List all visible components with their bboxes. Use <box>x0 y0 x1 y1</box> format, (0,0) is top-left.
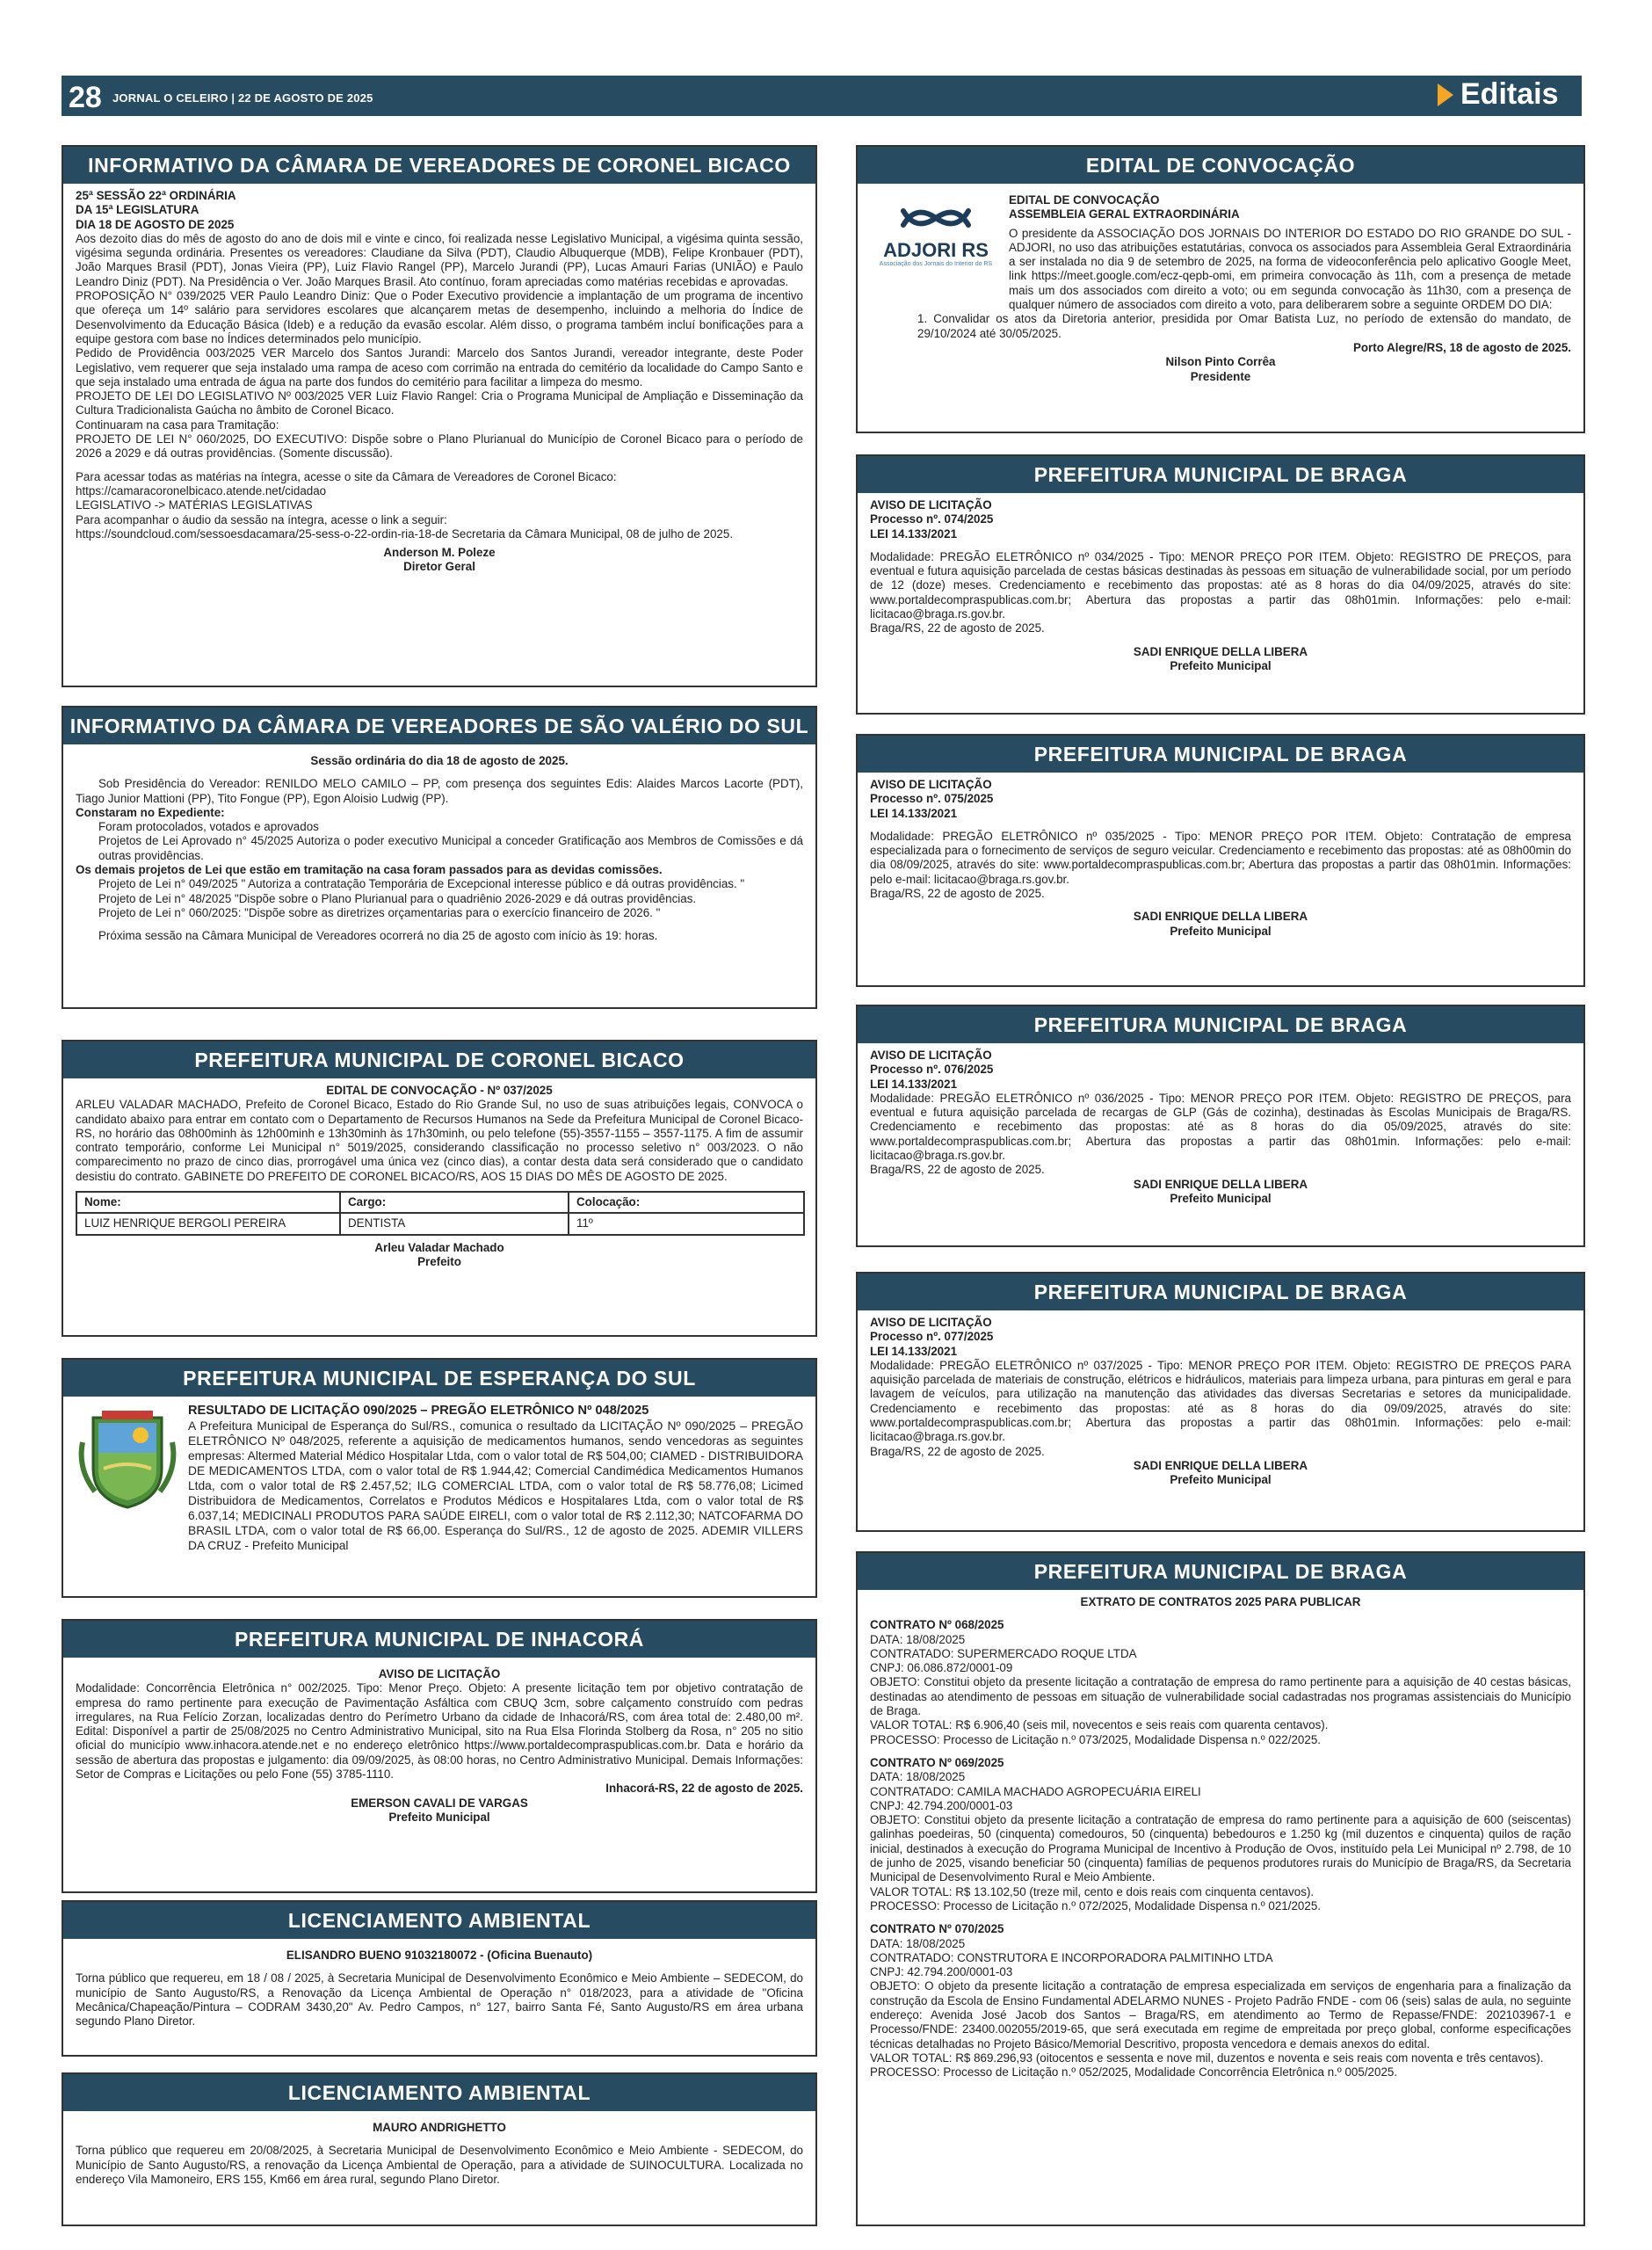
signer-name: SADI ENRIQUE DELLA LIBERA <box>1133 1177 1308 1191</box>
signer-role: Presidente <box>1190 369 1251 383</box>
contract-label: CONTRATO Nº 068/2025 <box>870 1618 1004 1632</box>
notice-prefeitura-coronel-bicaco <box>62 1040 817 1337</box>
notice-heading: EXTRATO DE CONTRATOS 2025 PARA PUBLICAR <box>1080 1595 1361 1608</box>
notice-body: Modalidade: PREGÃO ELETRÔNICO nº 035/2025 - Tipo: MENOR PREÇO POR ITEM. Objeto: Contratação de empresa especializada para o fornecimento de serviços de seguro veicular. Credenciamento e recebimento das propostas: até as 08h00min do dia 08/09/2025, através do site: www.portaldecompraspublicas.com.br; Abertura das propostas a partir das 08h01min. Informações: pelo e-mail: licitacao@braga.rs.gov.br. Braga/RS, 22 de agosto de 2025. <box>870 829 1571 901</box>
notice-title: INFORMATIVO DA CÂMARA DE VEREADORES DE CORONEL BICACO <box>63 147 815 184</box>
table-cell: 11º <box>569 1213 804 1234</box>
notice-title: LICENCIAMENTO AMBIENTAL <box>63 2074 815 2111</box>
notice-intro: Sob Presidência do Vereador: RENILDO MELO CAMILO – PP, com presença dos seguintes Edis: Alaides Marcos Lacorte (PDT), Tiago Junior Mattioni (PP), Tito Fongue (PP), Egon Aloisio Ludwig (PP). <box>76 777 803 805</box>
notice-heading: AVISO DE LICITAÇÃO Processo nº. 077/2025 LEI 14.133/2021 <box>870 1316 994 1358</box>
tramitacao-item: Projeto de Lei n° 049/2025 " Autoriza a contratação Temporária de Excepcional interesse público e dá outras providências. " <box>98 877 745 891</box>
notice-braga-074 <box>856 454 1585 715</box>
paper-info: JORNAL O CELEIRO | 22 DE AGOSTO DE 2025 <box>112 91 373 105</box>
notice-title: LICENCIAMENTO AMBIENTAL <box>63 1902 815 1939</box>
notice-title: PREFEITURA MUNICIPAL DE BRAGA <box>858 1553 1583 1590</box>
notice-heading: MAURO ANDRIGHETTO <box>373 2121 506 2134</box>
contract-text: DATA: 18/08/2025 CONTRATADO: CAMILA MACHADO AGROPECUÁRIA EIRELI CNPJ: 42.794.200/0001-03 OBJETO: Constitui objeto da presente licitação a contratação de empresa do ramo pertinente para a aquisição de 600 (seiscentas) galinhas poedeiras, 50 (cinquenta) comedouros, 50 (cinquenta) bebedouros e 1.250 kg (mil duzentos e cinquenta) quilos de ração inicial, destinados à execução do Programa Municipal de Incentivo à Produção de Ovos, instituído pela Lei Municipal nº 2.798, de 10 de junho de 2025, visando beneficiar 50 (cinquenta) famílias de pequenos produtores rurais do Município de Braga/RS, da Secretaria Municipal de Desenvolvimento Rural e Meio Ambiente. VALOR TOTAL: R$ 13.102,50 (treze mil, cento e dois reais com cinquenta centavos). PROCESSO: Processo de Licitação n.º 072/2025, Modalidade Dispensa n.º 021/2025. <box>870 1770 1571 1912</box>
expediente-label: Constaram no Expediente: <box>76 805 225 819</box>
agenda-item: 1. Convalidar os atos da Diretoria anterior, presidida por Omar Batista Luz, no período de extensão do mandato, de 29/10/2024 até 30/05/2025. <box>917 312 1571 340</box>
adjori-emblem-icon <box>870 199 1002 237</box>
notice-heading: AVISO DE LICITAÇÃO Processo nº. 075/2025 LEI 14.133/2021 <box>870 778 994 820</box>
signer-role: Prefeito Municipal <box>1170 1473 1272 1487</box>
municipal-coat-of-arms-icon <box>76 1407 179 1511</box>
section-title: Editais <box>1460 77 1559 111</box>
signer-role: Diretor Geral <box>403 560 475 574</box>
notice-body: Modalidade: PREGÃO ELETRÔNICO nº 034/2025 - Tipo: MENOR PREÇO POR ITEM. Objeto: REGISTRO DE PREÇOS, para eventual e futura aquisição parcelada de cestas básicas destinadas às pessoas em situação de vulnerabilidade social, por um período de 12 (doze) meses. Credenciamento e recebimento das propostas: até as 8 horas do dia 04/09/2025, através do site: www.portaldecompraspublicas.com.br; Abertura das propostas a partir das 08h01min. Informações: pelo e-mail: licitacao@braga.rs.gov.br. Braga/RS, 22 de agosto de 2025. <box>870 549 1571 635</box>
notice-heading: AVISO DE LICITAÇÃO <box>378 1667 501 1680</box>
adjori-logo-subtitle: Associação dos Jornais do Interior do RS <box>879 261 993 268</box>
notice-camara-sao-valerio <box>62 706 817 1009</box>
signer-name: EMERSON CAVALI DE VARGAS <box>351 1796 528 1810</box>
notice-title: PREFEITURA MUNICIPAL DE BRAGA <box>858 1274 1583 1310</box>
notice-body: ARLEU VALADAR MACHADO, Prefeito de Coronel Bicaco, Estado do Rio Grande Sul, no uso de suas atribuições legais, CONVOCA o candidato abaixo para entrar em contato com o Departamento de Recursos Humanos na Sede da Prefeitura Municipal de Coronel Bicaco-RS, no horário das 08h00minh às 12h00minh e 13h30minh às 17h30minh, ou pelo telefone (55)-3557-1155 – 3557-1175. A fim de assumir contrato temporário, conforme Lei Municipal n° 5019/2025, considerando classificação no processo seletivo n° 003/2023. O não comparecimento no prazo de cinco dias, prorrogável uma única vez (cinco dias), a contar desta data será considerado que o candidato desistiu do contrato. GABINETE DO PREFEITO DE CORONEL BICACO/RS, AOS 15 DIAS DO MÊS DE AGOSTO DE 2025. <box>76 1098 803 1183</box>
notice-heading: AVISO DE LICITAÇÃO Processo nº. 074/2025 LEI 14.133/2021 <box>870 498 994 541</box>
notice-heading: EDITAL DE CONVOCAÇÃO ASSEMBLEIA GERAL EXTRAORDINÁRIA <box>1009 193 1240 221</box>
notice-braga-077 <box>856 1272 1585 1532</box>
signer-role: Prefeito Municipal <box>1170 924 1272 938</box>
notice-licenciamento-andrighetto <box>62 2072 817 2226</box>
signer-name: SADI ENRIQUE DELLA LIBERA <box>1133 644 1308 658</box>
signer-name: SADI ENRIQUE DELLA LIBERA <box>1133 1458 1308 1472</box>
notice-body: Modalidade: PREGÃO ELETRÔNICO nº 036/2025 - Tipo: MENOR PREÇO POR ITEM. Objeto: REGISTRO DE PREÇOS, para eventual e futura aquisição parcelada de recargas de GLP (Gás de cozinha), destinadas às Escolas Municipais de Braga/RS. Credenciamento e recebimento das propostas: até as 8 horas do dia 05/09/2025, através do site: www.portaldecompraspublicas.com.br; Abertura das propostas a partir das 08h01min. Informações: pelo e-mail: licitacao@braga.rs.gov.br. Braga/RS, 22 de agosto de 2025. <box>870 1091 1571 1177</box>
tramitacao-item: Projeto de Lei n° 060/2025: "Dispõe sobre as diretrizes orçamentarias para o exercício financeiro de 2026. " <box>98 905 661 919</box>
notice-licenciamento-buenauto <box>62 1900 817 2057</box>
contract-label: CONTRATO Nº 070/2025 <box>870 1922 1004 1936</box>
contract-text: DATA: 18/08/2025 CONTRATADO: SUPERMERCADO ROQUE LTDA CNPJ: 06.086.872/0001-09 OBJETO: Constitui objeto da presente licitação a contratação de empresa do ramo pertinente para a aquisição de 40 cestas básicas, destinadas ao atendimento de pessoas em situação de vulnerabilidade social cadastradas nos programas assistenciais do Município de Braga. VALOR TOTAL: R$ 6.906,40 (seis mil, novecentos e seis reais com quarenta centavos). PROCESSO: Processo de Licitação n.º 073/2025, Modalidade Dispensa n.º 022/2025. <box>870 1632 1571 1746</box>
notice-heading: RESULTADO DE LICITAÇÃO 090/2025 – PREGÃO ELETRÔNICO Nº 048/2025 <box>188 1404 649 1418</box>
notice-date: Porto Alegre/RS, 18 de agosto de 2025. <box>1352 340 1571 354</box>
notice-body: Torna público que requereu, em 18 / 08 / 2025, à Secretaria Municipal de Desenvolvimento Econômico e Meio Ambiente – SEDECOM, do município de Santo Augusto/RS, a Renovação da Licença Ambiental de Operação n° 018/2023, para a atividade de "Oficina Mecânica/Chapeação/Pintura – CODRAM 3430,20" Av. Pedro Campos, n° 127, bairro Santa Fé, Santo Augusto/RS em área urbana segundo Plano Diretor. <box>76 1971 803 2029</box>
notice-title: PREFEITURA MUNICIPAL DE ESPERANÇA DO SUL <box>63 1360 815 1397</box>
notice-title: PREFEITURA MUNICIPAL DE BRAGA <box>858 736 1583 773</box>
notice-camara-coronel-bicaco <box>62 145 817 687</box>
table-header: Nome: <box>76 1192 340 1213</box>
signer-role: Prefeito <box>417 1254 461 1268</box>
notice-braga-076 <box>856 1005 1585 1247</box>
signer-name: Arleu Valadar Machado <box>374 1240 504 1254</box>
notice-heading: Sessão ordinária do dia 18 de agosto de 2025. <box>310 754 569 767</box>
notice-braga-075 <box>856 734 1585 987</box>
table-cell: LUIZ HENRIQUE BERGOLI PEREIRA <box>76 1213 340 1234</box>
notice-access: Para acessar todas as matérias na íntegra, acesse o site da Câmara de Vereadores de Coronel Bicaco: https://camaracoronelbicaco.atende.net/cidadao LEGISLATIVO -> MATÉRIAS LEGISLATIVAS Para acompanhar o áudio da sessão na íntegra, acesse o link a seguir: https://soundcloud.com/sessoesdacamara/25-sess-o-22-ordin-ria-18-de Secretaria da Câmara Municipal, 08 de julho de 2025. <box>76 469 734 541</box>
tramitacao-item: Projeto de Lei n° 48/2025 "Dispõe sobre o Plano Plurianual para o quadriênio 2026-2029 e dá outras providências. <box>98 891 697 905</box>
table-header: Colocação: <box>569 1192 804 1213</box>
contract-text: DATA: 18/08/2025 CONTRATADO: CONSTRUTORA E INCORPORADORA PALMITINHO LTDA CNPJ: 42.794.200/0001-03 OBJETO: O objeto da presente licitação a contratação de empresa especializada em serviços de engenharia para a finalização da construção da Escola de Ensino Fundamental ADELARMO NUNES - Projeto Padrão FNDE - com 06 (seis) salas de aula, no seguinte endereço: Avenida José Jacob dos Santos – Braga/RS, em atendimento ao Termo de Repasse/FNDE: 202103967-1 e Processo/FNDE: 23400.002055/2019-65, que será executada em regime de empreitada por preço global, conforme especificações técnicas detalhadas no Projeto Básico/Memorial Descritivo, proposta vencedora e demais anexos do edital. VALOR TOTAL: R$ 869.296,93 (oitocentos e sessenta e nove mil, duzentos e noventa e seis reais com noventa e três centavos). PROCESSO: Processo de Licitação n.º 052/2025, Modalidade Concorrência Eletrônica n.º 005/2025. <box>870 1936 1571 2079</box>
expediente-item: Projetos de Lei Aprovado n° 45/2025 Autoriza o poder executivo Municipal a conceder Gratificação aos Membros de Comissões e dá outras providências. <box>98 834 803 862</box>
notice-heading: AVISO DE LICITAÇÃO Processo nº. 076/2025 LEI 14.133/2021 <box>870 1049 994 1091</box>
expediente-item: Foram protocolados, votados e aprovados <box>98 820 319 834</box>
signer-name: Anderson M. Poleze <box>383 546 496 560</box>
signer-role: Prefeito Municipal <box>1170 1191 1272 1205</box>
table-header: Cargo: <box>340 1192 569 1213</box>
notice-title: PREFEITURA MUNICIPAL DE INHACORÁ <box>63 1621 815 1658</box>
notice-body: Aos dezoito dias do mês de agosto do ano de dois mil e vinte e cinco, foi realizada nesse Legislativo Municipal, a vigésima quinta sessão, vigésima segunda ordinária. Presentes os vereadores: Claudiane da Silva (PDT), Claudio Albuquerque (MDB), Felipe Kronbauer (PDT), João Marques Brasil (PDT), Jonas Vieira (PP), Luiz Flavio Rangel (PP), Marcelo Jurandi (PP), Lucas Amauri Farias (UNIÃO) e Paulo Leandro Diniz (PDT). Na Presidência o Ver. João Marques Brasil. Ato contínuo, foram apreciadas como matérias recebidas e aprovadas. PROPOSIÇÃO N° 039/2025 VER Paulo Leandro Diniz: Que o Poder Executivo providencie a implantação de um programa de incentivo que ofereça um 14º salário para servidores escolares que alcançarem metas de desempenho, incluindo a melhoria do Índice de Desenvolvimento da Educação Básica (Ideb) e a redução da evasão escolar. Além disso, o programa também incluí bonificações para a equipe gestora com base no Índices determinados pelo município. Pedido de Providência 003/2025 VER Marcelo dos Santos Jurandi: Marcelo dos Santos Jurandi, vereador integrante, deste Poder Legislativo, vem requerer que seja instalado uma rampa de aceso com corrimão na entrada do cemitério da localidade do Campo Santo e que seja instalado uma entrada de água na parte dos fundos do cemitério para facilitar a limpeza do mesmo. PROJETO DE LEI DO LEGISLATIVO Nº 003/2025 VER Luiz Flavio Rangel: Cria o Programa Municipal de Ampliação e Disseminação da Cultura Tradicionalista Gaúcha no âmbito de Coronel Bicaco. Continuaram na casa para Tramitação: PROJETO DE LEI N° 060/2025, DO EXECUTIVO: Dispõe sobre o Plano Plurianual do Município de Coronel Bicaco para o período de 2026 a 2029 e dá outras providências. (Somente discussão). <box>76 231 803 461</box>
table-row <box>76 1213 804 1234</box>
contract-label: CONTRATO Nº 069/2025 <box>870 1755 1004 1769</box>
notice-prefeitura-inhacora <box>62 1619 817 1893</box>
notice-body: Modalidade: Concorrência Eletrônica n° 002/2025. Tipo: Menor Preço. Objeto: A presente licitação tem por objetivo contratação de empresa do ramo pertinente para execução de Pavimentação Asfáltica com CBUQ 3cm, sobre calçamento construído com pedras irregulares, na Rua Felício Zorzan, localizadas dentro do Perímetro Urbano da cidade de Inhacorá/RS, com área total de: 2.480,00 m². Edital: Disponível a partir de 25/08/2025 no Centro Administrativo Municipal, sito na Rua Elsa Florinda Stolberg da Rosa, n° 205 no sitio oficial do município www.inhacora.atende.net e no endereço eletrônico https://www.portaldecompraspublicas.com.br. Data e horário da sessão de abertura das propostas e julgamento: dia 09/09/2025, às 08:00 horas, no Centro Administrativo Municipal. Demais Informações: Setor de Compras e Licitações ou pelo Fone (55) 3785-1110. <box>76 1681 803 1782</box>
notice-body: O presidente da ASSOCIAÇÃO DOS JORNAIS DO INTERIOR DO ESTADO DO RIO GRANDE DO SUL - ADJORI, no uso das atribuições estatutárias, convoca os associados para Assembleia Geral Extraordinária a ser instalada no dia 9 de setembro de 2025, na forma de videoconferência pelo aplicativo Google Meet, link https://meet.google.com/ecz-qepb-omi, em primeira convocação às 11h, com a presença de metade mais um dos associados com direito a voto; ou em segunda convocação às 11h30, com a presença de qualquer número de associados com direito a voto, para deliberarem sobre a seguinte ORDEM DO DIA: <box>1009 226 1571 312</box>
notice-title: PREFEITURA MUNICIPAL DE CORONEL BICACO <box>63 1042 815 1078</box>
notice-heading: ELISANDRO BUENO 91032180072 - (Oficina Buenauto) <box>286 1949 593 1962</box>
signer-role: Prefeito Municipal <box>1170 658 1272 672</box>
tramitacao-label: Os demais projetos de Lei que estão em tramitação na casa foram passados para as devidas comissões. <box>76 863 663 877</box>
notice-title: PREFEITURA MUNICIPAL DE BRAGA <box>858 1006 1583 1043</box>
section-arrow-icon <box>1438 83 1453 106</box>
notice-date: Inhacorá-RS, 22 de agosto de 2025. <box>605 1782 803 1796</box>
table-cell: DENTISTA <box>340 1213 569 1234</box>
table-header-row <box>76 1192 804 1213</box>
notice-next-session: Próxima sessão na Câmara Municipal de Vereadores ocorrerá no dia 25 de agosto com início às 19: horas. <box>98 929 658 943</box>
notice-title: EDITAL DE CONVOCAÇÃO <box>858 147 1583 184</box>
notice-title: INFORMATIVO DA CÂMARA DE VEREADORES DE SÃO VALÉRIO DO SUL <box>63 708 815 744</box>
signer-role: Prefeito Municipal <box>388 1810 490 1824</box>
signer-name: SADI ENRIQUE DELLA LIBERA <box>1133 910 1308 924</box>
candidate-table <box>76 1191 805 1236</box>
notice-edital-adjori <box>856 145 1585 433</box>
adjori-logo <box>870 199 1002 269</box>
notice-body: A Prefeitura Municipal de Esperança do Sul/RS., comunica o resultado da LICITAÇÃO Nº 090/2025 – PREGÃO ELETRÔNICO Nº 048/2025, referente a aquisição de medicamentos humanos, sendo vencedoras as seguintes empresas: Altermed Material Médico Hospitalar Ltda, com o valor total de R$ 504,00; CIAMED - DISTRIBUIDORA DE MEDICAMENTOS LTDA, com o valor total de R$ 1.944,42; Comercial Candimédica Medicamentos Humanos Ltda, com o valor total de R$ 2.457,52; ILG COMERCIAL LTDA, com o valor total de R$ 58.776,08; Licimed Distribuidora de Medicamentos, Correlatos e Produtos Médicos e Hospitalares Ltda, com o valor total de R$ 6.037,14; MEDICINALI PRODUTOS PARA SAÚDE EIRELI, com o valor total de R$ 2.112,30; NATCOFARMA DO BRASIL LTDA, com o valor total de R$ 66,00. Esperança do Sul/RS., 12 de agosto de 2025. ADEMIR VILLERS DA CRUZ - Prefeito Municipal <box>188 1419 803 1552</box>
page-number: 28 <box>69 81 102 114</box>
notice-heading: 25ª SESSÃO 22ª ORDINÁRIA DA 15ª LEGISLATURA DIA 18 DE AGOSTO DE 2025 <box>76 189 236 231</box>
notice-title: PREFEITURA MUNICIPAL DE BRAGA <box>858 456 1583 493</box>
notice-body: Torna público que requereu em 20/08/2025, à Secretaria Municipal de Desenvolvimento Econômico e Meio Ambiente - SEDECOM, do Município de Santo Augusto/RS, a renovação da Licença Ambiental de Operação, para a atividade de SUINOCULTURA. Localizada no endereço Vila Mamoneiro, ERS 155, Km66 em área rural, segundo Plano Diretor. <box>76 2144 803 2186</box>
notice-body: Modalidade: PREGÃO ELETRÔNICO nº 037/2025 - Tipo: MENOR PREÇO POR ITEM. Objeto: REGISTRO DE PREÇOS PARA aquisição parcelada de materiais de construção, elétricos e hidráulicos, materiais para limpeza urbana, para pinturas em geral e para lavagem de veículos, para utilização na manutenção das atividades das diversas Secretarias e setores da municipalidade. Credenciamento e recebimento das propostas: até as 8 horas do dia 09/09/2025, através do site: www.portaldecompraspublicas.com.br; Abertura das propostas a partir das 08h01min. Informações: pelo e-mail: licitacao@braga.rs.gov.br. Braga/RS, 22 de agosto de 2025. <box>870 1358 1571 1458</box>
signer-name: Nilson Pinto Corrêa <box>1165 355 1276 369</box>
notice-prefeitura-esperanca-do-sul <box>62 1358 817 1598</box>
adjori-logo-text: ADJORI RS <box>883 239 989 262</box>
notice-braga-contratos <box>856 1551 1585 2226</box>
notice-heading: EDITAL DE CONVOCAÇÃO - Nº 037/2025 <box>326 1084 553 1097</box>
